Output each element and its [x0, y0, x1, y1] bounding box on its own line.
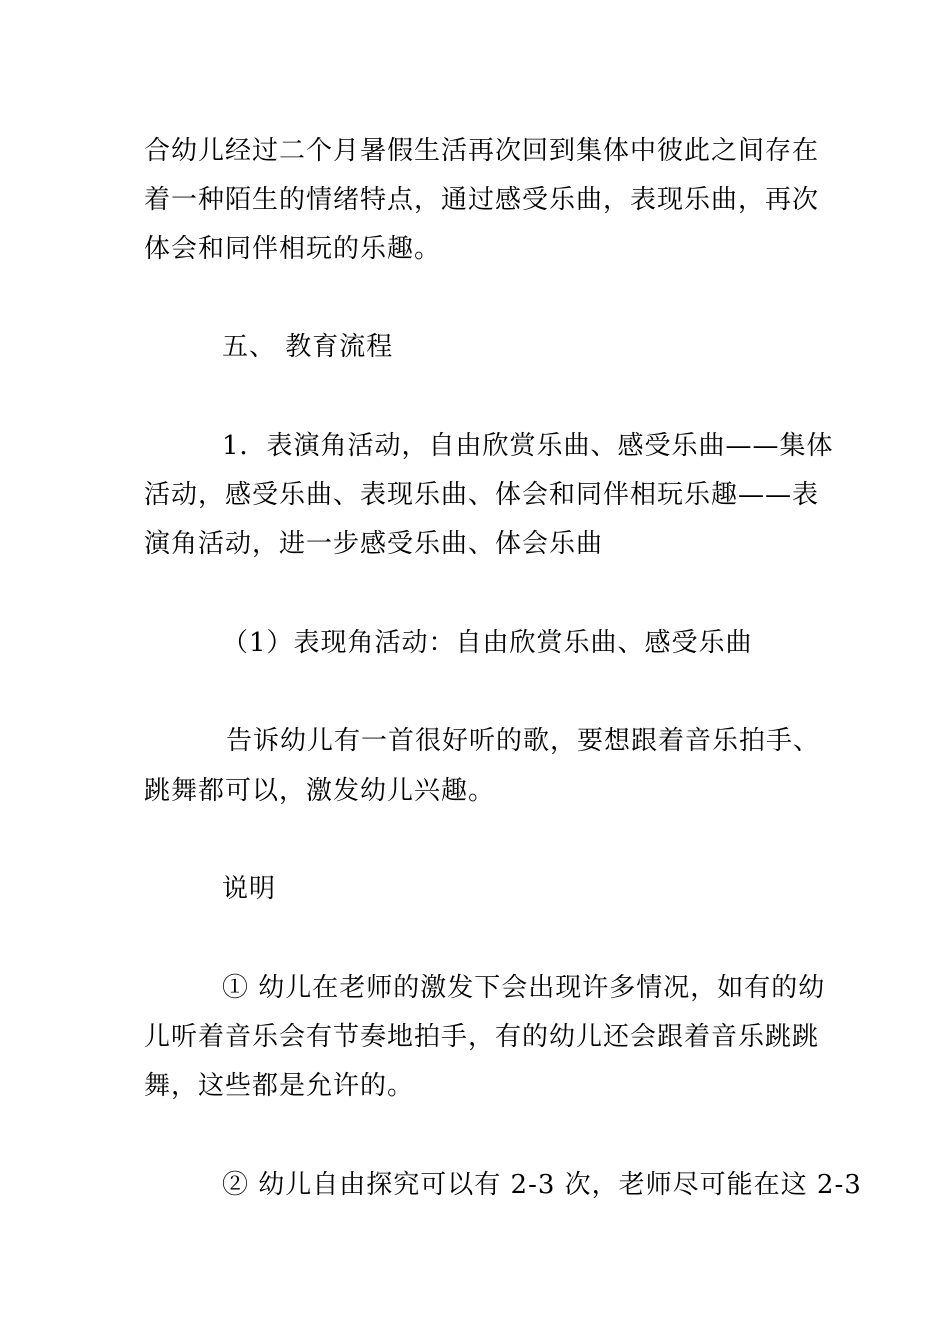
paragraph-line: 1．表演角活动，自由欣赏乐曲、感受乐曲——集体	[222, 431, 834, 461]
subsection-heading: （1）表现角活动：自由欣赏乐曲、感受乐曲	[222, 628, 753, 658]
section-heading: 五、 教育流程	[222, 332, 394, 362]
paragraph-line: 演角活动，进一步感受乐曲、体会乐曲	[144, 529, 604, 559]
paragraph-line: 跳舞都可以，激发幼儿兴趣。	[144, 776, 496, 806]
paragraph-line: ① 幼儿在老师的激发下会出现许多情况，如有的幼	[222, 973, 826, 1003]
paragraph-line: 儿听着音乐会有节奏地拍手，有的幼儿还会跟着音乐跳跳	[144, 1022, 820, 1052]
paragraph-line: 告诉幼儿有一首很好听的歌，要想跟着音乐拍手、	[226, 726, 821, 756]
paragraph-line: 舞，这些都是允许的。	[144, 1071, 415, 1101]
paragraph-line: 活动，感受乐曲、表现乐曲、体会和同伴相玩乐趣——表	[144, 480, 820, 510]
paragraph-line: 着一种陌生的情绪特点，通过感受乐曲，表现乐曲，再次	[144, 185, 820, 215]
paragraph-line: 合幼儿经过二个月暑假生活再次回到集体中彼此之间存在	[144, 136, 820, 166]
paragraph-line: ② 幼儿自由探究可以有 2-3 次，老师尽可能在这 2-3	[222, 1170, 862, 1200]
paragraph-line: 体会和同伴相玩的乐趣。	[144, 234, 442, 264]
note-heading: 说明	[222, 874, 277, 904]
